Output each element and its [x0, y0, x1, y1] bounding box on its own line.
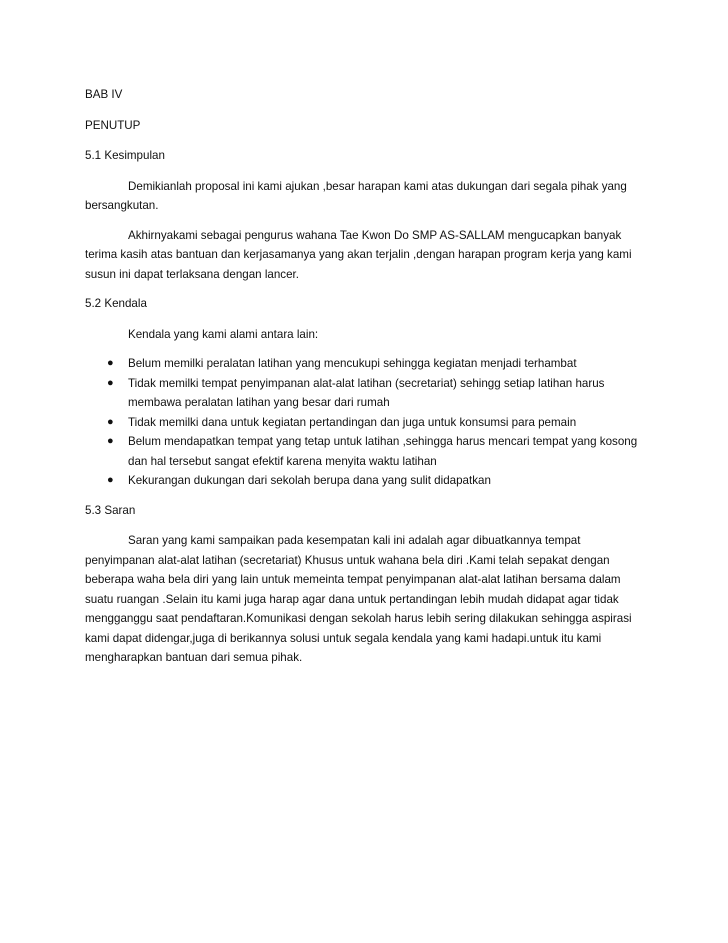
section-heading-saran: 5.3 Saran	[85, 503, 136, 517]
list-item	[85, 432, 645, 471]
list-item-text: Kekurangan dukungan dari sekolah berupa dana yang sulit didapatkan	[128, 474, 491, 487]
list-item	[85, 354, 645, 374]
paragraph: Saran yang kami sampaikan pada kesempatan kali ini adalah agar dibuatkannya tempat penyimpanan alat-alat latihan (secretariat) Khusus untuk wahana bela diri .Kami telah sepakat dengan beberapa waha bela diri yang lain untuk memeinta tempat penyimpanan alat-alat latihan bersama dalam suatu ruangan .Selain itu kami juga harap agar dana untuk pertandingan lebih mudah didapat agar tidak mengganggu saat pendaftaran.Komunikasi dengan sekolah harus lebih sering dilakukan sehingga aspirasi kami dapat didengar,juga di berikannya solusi untuk segala kendala yang kami hadapi.untuk itu kami mengharapkan bantuan dari semua pihak.	[85, 534, 632, 664]
chapter-label: BAB IV	[85, 88, 123, 101]
paragraph: Akhirnyakami sebagai pengurus wahana Tae Kwon Do SMP AS-SALLAM mengucapkan banyak terima kasih atas bantuan dan kerjasamanya yang akan terjalin ,dengan harapan program kerja yang kami susun ini dapat terlaksana dengan lancer.	[85, 228, 632, 281]
list-item	[85, 374, 645, 413]
list-item-text: Belum memilki peralatan latihan yang mencukupi sehingga kegiatan menjadi terhambat	[128, 357, 577, 370]
list-item-text: Belum mendapatkan tempat yang tetap untuk latihan ,sehingga harus mencari tempat yang kosong dan hal tersebut sangat efektif karena menyita waktu latihan	[128, 435, 638, 468]
bullet-icon: ●	[107, 474, 114, 486]
bullet-icon: ●	[107, 435, 114, 447]
bullet-icon: ●	[107, 376, 114, 389]
section-heading-kendala: 5.2 Kendala	[85, 297, 147, 310]
bullet-icon: ●	[107, 357, 114, 369]
list-item	[85, 413, 645, 433]
paragraph: Demikianlah proposal ini kami ajukan ,besar harapan kami atas dukungan dari segala pihak yang bersangkutan.	[85, 179, 627, 212]
list-item-text: Tidak memilki tempat penyimpanan alat-alat latihan (secretariat) sehingg setiap latihan harus membawa peralatan latihan yang besar dari rumah	[128, 376, 605, 409]
kendala-list	[85, 354, 645, 491]
list-item	[85, 471, 645, 491]
bullet-icon: ●	[107, 415, 114, 428]
section-heading-kesimpulan: 5.1 Kesimpulan	[85, 149, 165, 162]
document-page	[85, 85, 645, 678]
chapter-title: PENUTUP	[85, 118, 141, 132]
paragraph: Kendala yang kami alami antara lain:	[128, 327, 319, 341]
list-item-text: Tidak memilki dana untuk kegiatan pertandingan dan juga untuk konsumsi para pemain	[128, 415, 577, 429]
